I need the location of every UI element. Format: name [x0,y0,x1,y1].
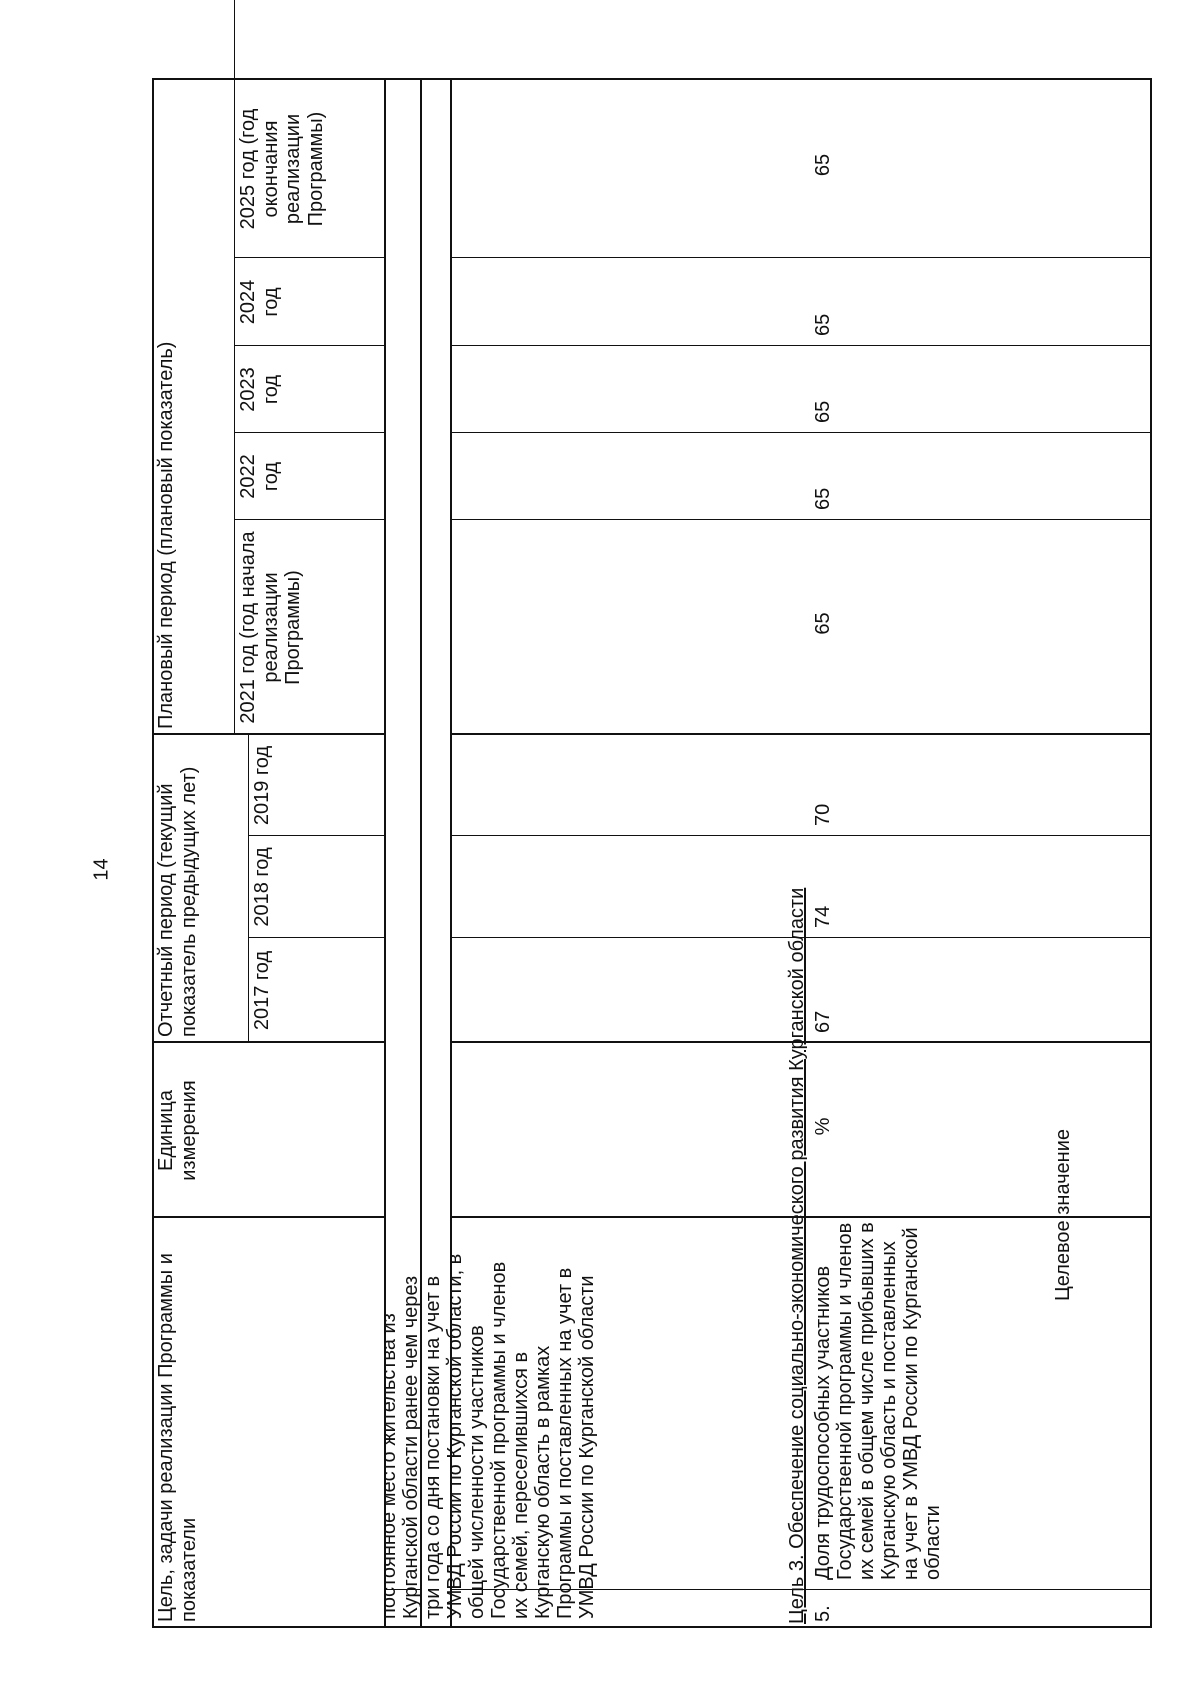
row-5-2022: 65 [812,487,834,510]
row-5-2019: 70 [812,803,834,826]
header-2023: 2023 год [237,367,282,412]
goal-3-heading: Цель 3. Обеспечение социально-экономического развития Курганской области [786,887,808,1624]
row-5-2024: 65 [812,313,834,336]
header-goal: Цель, задачи реализации Программы и показатели [155,1253,200,1622]
header-2018: 2018 год [251,847,273,927]
continued-row-text-body: постоянное место жительства из Курганской области ранее чем через три года со дня постановки на учет в УМВД России по Курганской области, в общей численности участников Государственной программы и членов их семей, переселившихся в Курганскую область в рамках Программы и поставленных на учет в УМВД России по Курганской области [378,1253,598,1619]
row-5-unit: % [812,1117,834,1136]
continued-row-text [375,730,785,1625]
row-5-number: 5. [812,1605,834,1622]
page-number: 14 [90,858,113,881]
header-2019: 2019 год [251,745,273,826]
header-report-period: Отчетный период (текущий показатель предыдущих лет) [155,766,200,1037]
row-5-2017: 67 [812,1010,834,1033]
header-2017: 2017 год [251,950,273,1031]
header-2021: 2021 год (год начала реализации Программы) [237,531,305,724]
row-5-2021: 65 [812,612,834,635]
row-5-2018: 74 [812,905,834,928]
header-unit: Единица измерения [155,1080,200,1181]
header-2022: 2022 год [237,454,282,499]
row-5-indicator: Доля трудоспособных участников Государственной программы и членов их семей в общем числе прибывших в Курганскую область и поставленных на учет в УМВД России по Курганской области [812,1222,944,1580]
header-2025: 2025 год (год окончания реализации Программы) [237,108,327,230]
header-plan-period: Плановый период (плановый показатель) [155,341,177,729]
row-5-2023: 65 [812,400,834,423]
header-2024: 2024 год [237,279,282,325]
row-5-target [810,0,846,76]
header-target: Целевое значение [1052,1128,1074,1302]
row-5-2025: 65 [812,153,834,177]
